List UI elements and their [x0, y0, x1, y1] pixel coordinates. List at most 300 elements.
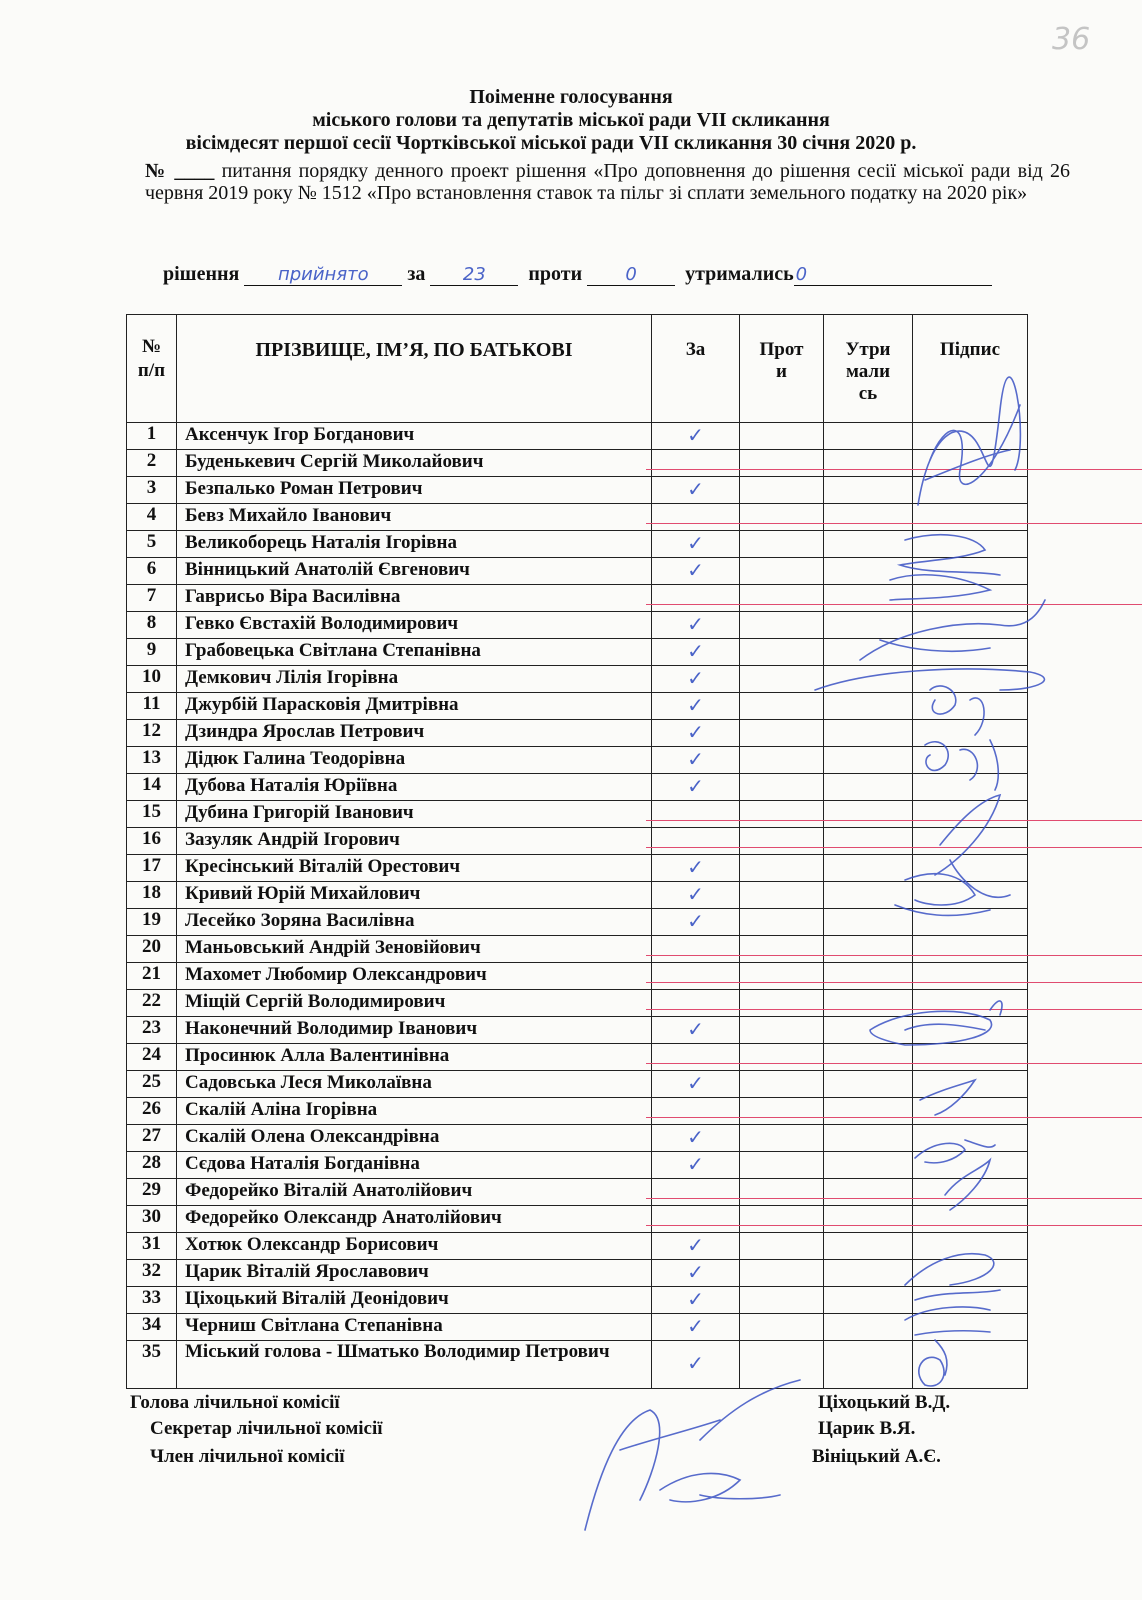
cell-against — [740, 477, 824, 504]
table-row — [127, 963, 1028, 990]
cell-signature — [913, 666, 1028, 693]
check-mark-icon: ✓ — [687, 692, 704, 717]
row-full-name: Федорейко Олександр Анатолійович — [177, 1206, 652, 1233]
cell-signature — [913, 1152, 1028, 1179]
cell-abstained — [824, 1314, 913, 1341]
row-full-name: Кривий Юрій Михайлович — [177, 882, 652, 909]
table-row — [127, 1044, 1028, 1071]
header-signature: Підпис — [913, 315, 1028, 423]
header-abstained-label: Утримались — [845, 339, 891, 404]
cell-against — [740, 1179, 824, 1206]
cell-abstained — [824, 990, 913, 1017]
cell-against — [740, 1071, 824, 1098]
cell-against — [740, 774, 824, 801]
cell-signature — [913, 1125, 1028, 1152]
cell-against — [740, 990, 824, 1017]
agenda-number-blank: ____ — [174, 160, 215, 182]
row-number: 8 — [127, 612, 177, 639]
table-row — [127, 801, 1028, 828]
cell-for — [652, 1125, 740, 1152]
signature-scribble — [585, 1380, 800, 1530]
cell-signature — [913, 477, 1028, 504]
cell-against — [740, 666, 824, 693]
row-full-name: Великоборець Наталія Ігорівна — [177, 531, 652, 558]
cell-signature — [913, 1287, 1028, 1314]
row-number: 35 — [127, 1341, 177, 1389]
header-abstained — [824, 315, 913, 423]
document-title: Поіменне голосування — [469, 86, 673, 108]
row-number: 31 — [127, 1233, 177, 1260]
cell-against — [740, 1125, 824, 1152]
cell-for — [652, 639, 740, 666]
cell-for — [652, 963, 740, 990]
decision-label: рішення — [163, 263, 240, 285]
cell-signature — [913, 1071, 1028, 1098]
absent-strike-line — [646, 1198, 1142, 1200]
row-full-name: Бевз Михайло Іванович — [177, 504, 652, 531]
check-mark-icon: ✓ — [687, 638, 704, 663]
table-row — [127, 1152, 1028, 1179]
cell-for — [652, 1098, 740, 1125]
cell-against — [740, 828, 824, 855]
row-number: 16 — [127, 828, 177, 855]
agenda-paragraph — [145, 160, 1070, 204]
cell-abstained — [824, 477, 913, 504]
table-row — [127, 504, 1028, 531]
cell-abstained — [824, 882, 913, 909]
for-count: 23 — [430, 265, 518, 286]
check-mark-icon: ✓ — [687, 719, 704, 744]
table-row — [127, 585, 1028, 612]
cell-signature — [913, 990, 1028, 1017]
row-number: 2 — [127, 450, 177, 477]
cell-for — [652, 1152, 740, 1179]
cell-for — [652, 504, 740, 531]
row-number: 34 — [127, 1314, 177, 1341]
row-number: 14 — [127, 774, 177, 801]
cell-against — [740, 1206, 824, 1233]
row-full-name: Буденькевич Сергій Миколайович — [177, 450, 652, 477]
row-number: 15 — [127, 801, 177, 828]
row-number: 18 — [127, 882, 177, 909]
cell-signature — [913, 693, 1028, 720]
row-full-name: Вінницький Анатолій Євгенович — [177, 558, 652, 585]
cell-abstained — [824, 1071, 913, 1098]
agenda-number-label: № — [145, 160, 168, 182]
cell-for — [652, 1071, 740, 1098]
against-count: 0 — [587, 265, 675, 286]
row-full-name: Гаврисьо Віра Василівна — [177, 585, 652, 612]
vote-table — [126, 314, 1028, 1389]
cell-against — [740, 504, 824, 531]
abstained-label: утримались — [685, 263, 794, 285]
cell-abstained — [824, 1179, 913, 1206]
cell-for — [652, 666, 740, 693]
cell-against — [740, 693, 824, 720]
cell-abstained — [824, 1287, 913, 1314]
row-number: 20 — [127, 936, 177, 963]
cell-for — [652, 1341, 740, 1389]
row-number: 29 — [127, 1179, 177, 1206]
cell-against — [740, 1341, 824, 1389]
cell-signature — [913, 909, 1028, 936]
row-full-name: Сєдова Наталія Богданівна — [177, 1152, 652, 1179]
table-row — [127, 747, 1028, 774]
cell-against — [740, 909, 824, 936]
cell-against — [740, 1233, 824, 1260]
row-full-name: Джурбій Парасковія Дмитрівна — [177, 693, 652, 720]
row-number: 22 — [127, 990, 177, 1017]
row-number: 25 — [127, 1071, 177, 1098]
cell-signature — [913, 855, 1028, 882]
row-number: 32 — [127, 1260, 177, 1287]
absent-strike-line — [646, 1063, 1142, 1065]
cell-for — [652, 909, 740, 936]
header-number-label: № п/п — [137, 336, 166, 381]
cell-signature — [913, 1098, 1028, 1125]
row-full-name: Дубова Наталія Юріївна — [177, 774, 652, 801]
row-number: 28 — [127, 1152, 177, 1179]
row-full-name: Дзиндра Ярослав Петрович — [177, 720, 652, 747]
cell-for — [652, 1233, 740, 1260]
cell-for — [652, 450, 740, 477]
member-name: Вініцький А.Є. — [812, 1446, 941, 1467]
cell-abstained — [824, 1017, 913, 1044]
row-number: 19 — [127, 909, 177, 936]
table-row — [127, 1206, 1028, 1233]
table-row — [127, 612, 1028, 639]
cell-for — [652, 693, 740, 720]
cell-signature — [913, 612, 1028, 639]
cell-for — [652, 1179, 740, 1206]
cell-abstained — [824, 855, 913, 882]
cell-against — [740, 882, 824, 909]
cell-abstained — [824, 1341, 913, 1389]
check-mark-icon: ✓ — [687, 1124, 704, 1149]
table-row — [127, 639, 1028, 666]
row-number: 12 — [127, 720, 177, 747]
row-full-name: Ціхоцький Віталій Деонідович — [177, 1287, 652, 1314]
cell-signature — [913, 423, 1028, 450]
cell-against — [740, 450, 824, 477]
cell-for — [652, 1044, 740, 1071]
cell-against — [740, 1098, 824, 1125]
row-full-name: Зазуляк Андрій Ігорович — [177, 828, 652, 855]
session-line: вісімдесят першої сесії Чортківської міської ради VII скликання 30 січня 2020 р. — [185, 132, 917, 154]
absent-strike-line — [646, 523, 1142, 525]
row-full-name: Лесейко Зоряна Василівна — [177, 909, 652, 936]
page-number: 36 — [1052, 22, 1091, 57]
cell-signature — [913, 531, 1028, 558]
cell-against — [740, 612, 824, 639]
row-number: 6 — [127, 558, 177, 585]
row-full-name: Садовська Леся Миколаївна — [177, 1071, 652, 1098]
table-row — [127, 1287, 1028, 1314]
cell-against — [740, 639, 824, 666]
cell-for — [652, 801, 740, 828]
table-row — [127, 1260, 1028, 1287]
header-against — [740, 315, 824, 423]
absent-strike-line — [646, 1009, 1142, 1011]
check-mark-icon: ✓ — [687, 476, 704, 501]
cell-abstained — [824, 504, 913, 531]
absent-strike-line — [646, 1225, 1142, 1227]
table-row — [127, 450, 1028, 477]
cell-abstained — [824, 450, 913, 477]
table-row — [127, 1071, 1028, 1098]
cell-abstained — [824, 1260, 913, 1287]
cell-against — [740, 1314, 824, 1341]
cell-signature — [913, 1260, 1028, 1287]
row-full-name: Хотюк Олександр Борисович — [177, 1233, 652, 1260]
cell-for — [652, 774, 740, 801]
header-for: За — [652, 315, 740, 423]
row-full-name: Міський голова - Шматько Володимир Петрович — [177, 1341, 652, 1389]
cell-for — [652, 720, 740, 747]
cell-against — [740, 1044, 824, 1071]
check-mark-icon: ✓ — [687, 1070, 704, 1095]
cell-abstained — [824, 1125, 913, 1152]
check-mark-icon: ✓ — [687, 1259, 704, 1284]
check-mark-icon: ✓ — [687, 746, 704, 771]
cell-against — [740, 801, 824, 828]
check-mark-icon: ✓ — [687, 854, 704, 879]
absent-strike-line — [646, 982, 1142, 984]
cell-signature — [913, 1314, 1028, 1341]
cell-signature — [913, 585, 1028, 612]
cell-abstained — [824, 774, 913, 801]
member-label: Член лічильної комісії — [150, 1446, 345, 1467]
row-number: 30 — [127, 1206, 177, 1233]
cell-against — [740, 1152, 824, 1179]
absent-strike-line — [646, 820, 1142, 822]
row-number: 24 — [127, 1044, 177, 1071]
cell-against — [740, 747, 824, 774]
cell-for — [652, 558, 740, 585]
cell-signature — [913, 1233, 1028, 1260]
cell-for — [652, 990, 740, 1017]
header-number — [127, 315, 177, 423]
row-full-name: Грабовецька Світлана Степанівна — [177, 639, 652, 666]
check-mark-icon: ✓ — [687, 530, 704, 555]
cell-against — [740, 855, 824, 882]
cell-against — [740, 720, 824, 747]
cell-signature — [913, 936, 1028, 963]
cell-for — [652, 423, 740, 450]
decision-line — [163, 263, 992, 286]
check-mark-icon: ✓ — [687, 1313, 704, 1338]
cell-against — [740, 531, 824, 558]
row-full-name: Черниш Світлана Степанівна — [177, 1314, 652, 1341]
table-row — [127, 828, 1028, 855]
cell-abstained — [824, 639, 913, 666]
row-number: 1 — [127, 423, 177, 450]
cell-for — [652, 1206, 740, 1233]
row-full-name: Маньовський Андрій Зеновійович — [177, 936, 652, 963]
table-row — [127, 477, 1028, 504]
cell-against — [740, 936, 824, 963]
row-number: 4 — [127, 504, 177, 531]
row-full-name: Скалій Аліна Ігорівна — [177, 1098, 652, 1125]
cell-abstained — [824, 1206, 913, 1233]
table-row — [127, 1341, 1028, 1389]
check-mark-icon: ✓ — [687, 1151, 704, 1176]
cell-abstained — [824, 963, 913, 990]
cell-signature — [913, 1341, 1028, 1389]
row-full-name: Наконечний Володимир Іванович — [177, 1017, 652, 1044]
document-subtitle: міського голови та депутатів міської ради VII скликання — [312, 109, 830, 131]
cell-abstained — [824, 693, 913, 720]
row-full-name: Федорейко Віталій Анатолійович — [177, 1179, 652, 1206]
header-name: ПРІЗВИЩЕ, ІМ’Я, ПО БАТЬКОВІ — [177, 315, 652, 423]
chair-name: Ціхоцький В.Д. — [818, 1392, 951, 1413]
cell-against — [740, 1287, 824, 1314]
cell-against — [740, 1260, 824, 1287]
row-number: 5 — [127, 531, 177, 558]
cell-abstained — [824, 585, 913, 612]
against-label: проти — [528, 263, 583, 285]
table-row — [127, 666, 1028, 693]
row-full-name: Безпалько Роман Петрович — [177, 477, 652, 504]
check-mark-icon: ✓ — [687, 422, 704, 447]
table-row — [127, 882, 1028, 909]
row-number: 7 — [127, 585, 177, 612]
cell-abstained — [824, 666, 913, 693]
cell-abstained — [824, 801, 913, 828]
cell-abstained — [824, 612, 913, 639]
cell-for — [652, 477, 740, 504]
absent-strike-line — [646, 955, 1142, 957]
row-full-name: Демкович Лілія Ігорівна — [177, 666, 652, 693]
cell-abstained — [824, 1098, 913, 1125]
cell-for — [652, 828, 740, 855]
cell-for — [652, 855, 740, 882]
table-row — [127, 1179, 1028, 1206]
cell-for — [652, 882, 740, 909]
table-row — [127, 423, 1028, 450]
cell-signature — [913, 801, 1028, 828]
cell-abstained — [824, 1233, 913, 1260]
cell-for — [652, 1017, 740, 1044]
check-mark-icon: ✓ — [687, 773, 704, 798]
cell-signature — [913, 450, 1028, 477]
cell-against — [740, 558, 824, 585]
row-number: 10 — [127, 666, 177, 693]
cell-abstained — [824, 531, 913, 558]
cell-for — [652, 936, 740, 963]
absent-strike-line — [646, 847, 1142, 849]
table-row — [127, 1233, 1028, 1260]
row-full-name: Аксенчук Ігор Богданович — [177, 423, 652, 450]
row-full-name: Просинюк Алла Валентинівна — [177, 1044, 652, 1071]
check-mark-icon: ✓ — [687, 557, 704, 582]
cell-for — [652, 1314, 740, 1341]
secretary-label: Секретар лічильної комісії — [150, 1418, 383, 1439]
cell-signature — [913, 1206, 1028, 1233]
cell-abstained — [824, 747, 913, 774]
table-row — [127, 1017, 1028, 1044]
check-mark-icon: ✓ — [687, 1351, 704, 1375]
cell-against — [740, 423, 824, 450]
cell-against — [740, 585, 824, 612]
cell-for — [652, 1260, 740, 1287]
row-full-name: Міщій Сергій Володимирович — [177, 990, 652, 1017]
row-number: 17 — [127, 855, 177, 882]
cell-signature — [913, 639, 1028, 666]
check-mark-icon: ✓ — [687, 1286, 704, 1311]
cell-abstained — [824, 558, 913, 585]
table-row — [127, 990, 1028, 1017]
cell-signature — [913, 1179, 1028, 1206]
cell-abstained — [824, 1044, 913, 1071]
row-number: 21 — [127, 963, 177, 990]
cell-abstained — [824, 720, 913, 747]
cell-signature — [913, 882, 1028, 909]
row-full-name: Гевко Євстахій Володимирович — [177, 612, 652, 639]
table-row — [127, 774, 1028, 801]
check-mark-icon: ✓ — [687, 1232, 704, 1257]
secretary-name: Царик В.Я. — [818, 1418, 916, 1439]
row-number: 3 — [127, 477, 177, 504]
cell-for — [652, 747, 740, 774]
row-full-name: Кресінський Віталій Орестович — [177, 855, 652, 882]
table-row — [127, 1314, 1028, 1341]
cell-against — [740, 963, 824, 990]
table-row — [127, 693, 1028, 720]
cell-abstained — [824, 909, 913, 936]
absent-strike-line — [646, 1117, 1142, 1119]
cell-signature — [913, 504, 1028, 531]
table-row — [127, 531, 1028, 558]
row-full-name: Дідюк Галина Теодорівна — [177, 747, 652, 774]
table-row — [127, 720, 1028, 747]
table-row — [127, 855, 1028, 882]
table-row — [127, 909, 1028, 936]
cell-signature — [913, 828, 1028, 855]
table-row — [127, 936, 1028, 963]
row-full-name: Скалій Олена Олександрівна — [177, 1125, 652, 1152]
cell-for — [652, 612, 740, 639]
table-header-row — [127, 315, 1028, 423]
check-mark-icon: ✓ — [687, 665, 704, 690]
cell-against — [740, 1017, 824, 1044]
header-against-label: Проти — [759, 339, 804, 382]
agenda-text: питання порядку денного проект рішення «Про доповнення до рішення сесії міської ради від 26 червня 2019 року № 1512 «Про встановлення ставок та пільг зі сплати земельного податку на 2020 рік» — [145, 160, 1070, 204]
cell-abstained — [824, 423, 913, 450]
check-mark-icon: ✓ — [687, 611, 704, 636]
row-number: 26 — [127, 1098, 177, 1125]
for-label: за — [407, 263, 426, 285]
cell-signature — [913, 963, 1028, 990]
row-full-name: Махомет Любомир Олександрович — [177, 963, 652, 990]
row-number: 9 — [127, 639, 177, 666]
absent-strike-line — [646, 469, 1142, 471]
cell-signature — [913, 1044, 1028, 1071]
chair-label: Голова лічильної комісії — [130, 1392, 340, 1413]
cell-abstained — [824, 936, 913, 963]
row-full-name: Царик Віталій Ярославович — [177, 1260, 652, 1287]
cell-for — [652, 531, 740, 558]
signature-scribble — [660, 1473, 780, 1501]
cell-for — [652, 585, 740, 612]
row-full-name: Дубина Григорій Іванович — [177, 801, 652, 828]
table-row — [127, 558, 1028, 585]
table-row — [127, 1125, 1028, 1152]
cell-abstained — [824, 1152, 913, 1179]
abstained-count: 0 — [794, 265, 992, 286]
row-number: 11 — [127, 693, 177, 720]
decision-value: прийнято — [244, 265, 402, 286]
